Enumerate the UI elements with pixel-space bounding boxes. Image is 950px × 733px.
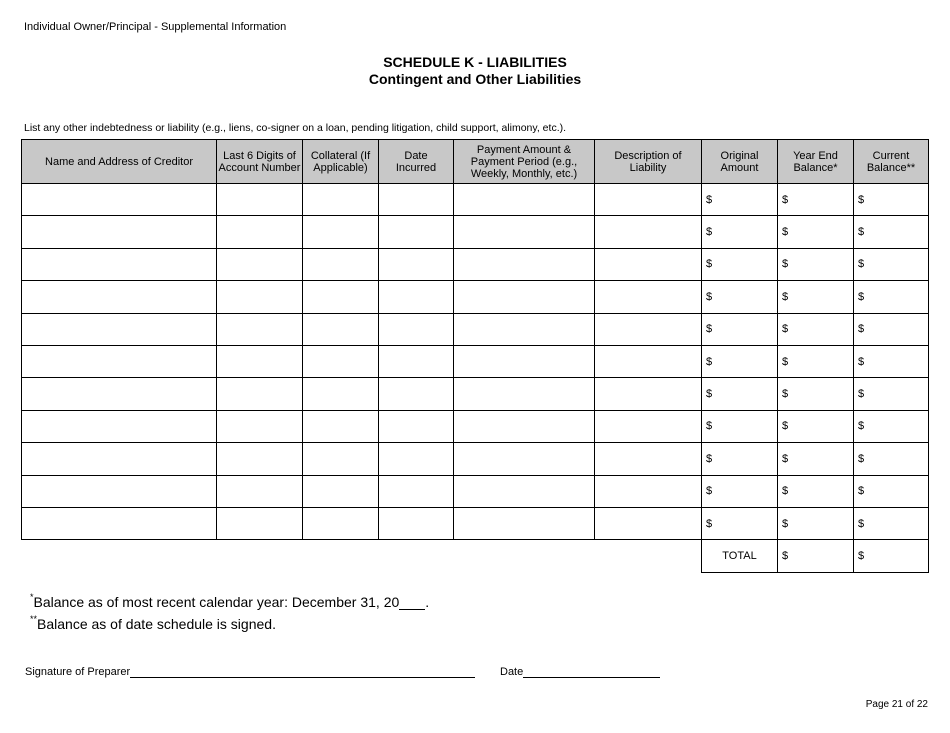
- entry-cell[interactable]: [595, 410, 702, 442]
- entry-cell[interactable]: [217, 281, 303, 313]
- table-row: [22, 475, 929, 507]
- entry-cell[interactable]: [379, 184, 454, 216]
- table-row: [22, 378, 929, 410]
- footnote1-marker: *: [30, 592, 34, 602]
- amount-cell[interactable]: $: [778, 475, 854, 507]
- entry-cell[interactable]: [217, 345, 303, 377]
- entry-cell[interactable]: [595, 281, 702, 313]
- entry-cell[interactable]: [595, 184, 702, 216]
- table-row: [22, 410, 929, 442]
- entry-cell[interactable]: [303, 281, 379, 313]
- entry-cell[interactable]: [217, 216, 303, 248]
- entry-cell[interactable]: [379, 216, 454, 248]
- col-creditor-header: Name and Address of Creditor: [22, 140, 217, 184]
- amount-cell[interactable]: $: [854, 313, 929, 345]
- instructions-text: List any other indebtedness or liability (e.g., liens, co-signer on a loan, pending litigation, child support, alimony, etc.).: [24, 122, 567, 134]
- signature-date: [500, 666, 660, 678]
- amount-cell[interactable]: $: [854, 378, 929, 410]
- entry-cell[interactable]: [217, 184, 303, 216]
- amount-cell[interactable]: $: [778, 443, 854, 475]
- amount-cell[interactable]: $: [778, 507, 854, 539]
- entry-cell[interactable]: [379, 378, 454, 410]
- entry-cell[interactable]: [379, 475, 454, 507]
- entry-cell[interactable]: [303, 475, 379, 507]
- entry-cell[interactable]: [595, 345, 702, 377]
- entry-cell[interactable]: [454, 281, 595, 313]
- entry-cell[interactable]: [379, 443, 454, 475]
- col-payment-header: Payment Amount & Payment Period (e.g., Weekly, Monthly, etc.): [454, 140, 595, 184]
- amount-cell[interactable]: $: [778, 345, 854, 377]
- col-original-header: Original Amount: [702, 140, 778, 184]
- entry-cell[interactable]: [303, 248, 379, 280]
- entry-cell[interactable]: [22, 345, 217, 377]
- entry-cell[interactable]: [595, 216, 702, 248]
- footnote1-end: .: [425, 594, 430, 610]
- amount-cell[interactable]: $: [854, 184, 929, 216]
- entry-cell[interactable]: [22, 378, 217, 410]
- entry-cell[interactable]: [595, 475, 702, 507]
- amount-cell[interactable]: $: [702, 443, 778, 475]
- amount-cell[interactable]: $: [702, 475, 778, 507]
- entry-cell[interactable]: [217, 475, 303, 507]
- entry-cell[interactable]: [454, 216, 595, 248]
- entry-cell[interactable]: [454, 184, 595, 216]
- entry-cell[interactable]: [22, 184, 217, 216]
- entry-cell[interactable]: [303, 313, 379, 345]
- entry-cell[interactable]: [303, 443, 379, 475]
- preparer-signature: [25, 666, 475, 678]
- entry-cell[interactable]: [22, 313, 217, 345]
- amount-cell[interactable]: $: [702, 345, 778, 377]
- preparer-signature-label: Signature of Preparer: [25, 666, 131, 678]
- date-label: Date: [500, 666, 524, 678]
- entry-cell[interactable]: [454, 475, 595, 507]
- entry-cell[interactable]: [595, 248, 702, 280]
- date-field[interactable]: [523, 666, 660, 678]
- preparer-signature-field[interactable]: [130, 666, 475, 678]
- entry-cell[interactable]: [595, 378, 702, 410]
- amount-cell[interactable]: $: [702, 281, 778, 313]
- amount-cell[interactable]: $: [778, 313, 854, 345]
- entry-cell[interactable]: [595, 313, 702, 345]
- entry-cell[interactable]: [379, 281, 454, 313]
- col-account-header: [217, 140, 303, 184]
- entry-cell[interactable]: [379, 248, 454, 280]
- amount-cell[interactable]: $: [702, 184, 778, 216]
- col-description-header: Description of Liability: [595, 140, 702, 184]
- entry-cell[interactable]: [22, 475, 217, 507]
- amount-cell[interactable]: $: [854, 248, 929, 280]
- page-number: Page 21 of 22: [865, 699, 928, 710]
- entry-cell[interactable]: [217, 410, 303, 442]
- entry-cell[interactable]: [22, 248, 217, 280]
- col-account-label: Last 6 Digits of Account Number: [218, 149, 301, 174]
- entry-cell[interactable]: [22, 281, 217, 313]
- amount-cell[interactable]: $: [778, 216, 854, 248]
- amount-cell[interactable]: $: [854, 475, 929, 507]
- amount-cell[interactable]: $: [778, 378, 854, 410]
- amount-cell[interactable]: $: [854, 410, 929, 442]
- table-row: [22, 313, 929, 345]
- entry-cell[interactable]: [454, 378, 595, 410]
- total-row-spacer: [22, 540, 702, 572]
- entry-cell[interactable]: [454, 345, 595, 377]
- table-row: [22, 345, 929, 377]
- table-row: [22, 507, 929, 539]
- entry-cell[interactable]: [595, 443, 702, 475]
- entry-cell[interactable]: [303, 184, 379, 216]
- liabilities-table: [21, 139, 929, 573]
- amount-cell[interactable]: $: [778, 281, 854, 313]
- entry-cell[interactable]: [217, 378, 303, 410]
- table-row: [22, 248, 929, 280]
- total-year-end-cell[interactable]: $: [778, 540, 854, 572]
- entry-cell[interactable]: [454, 443, 595, 475]
- amount-cell[interactable]: $: [854, 216, 929, 248]
- amount-cell[interactable]: $: [854, 507, 929, 539]
- table-row: [22, 184, 929, 216]
- entry-cell[interactable]: [303, 410, 379, 442]
- entry-cell[interactable]: [454, 248, 595, 280]
- schedule-title: SCHEDULE K - LIABILITIES: [383, 54, 567, 70]
- entry-cell[interactable]: [217, 248, 303, 280]
- schedule-subtitle: Contingent and Other Liabilities: [368, 71, 582, 87]
- entry-cell[interactable]: [379, 313, 454, 345]
- amount-cell[interactable]: $: [702, 313, 778, 345]
- entry-cell[interactable]: [379, 410, 454, 442]
- form-header: Individual Owner/Principal - Supplemental Information: [24, 21, 287, 33]
- col-yearend-header: Year End Balance*: [778, 140, 854, 184]
- table-row: [22, 281, 929, 313]
- entry-cell[interactable]: [303, 216, 379, 248]
- total-label: TOTAL: [702, 540, 778, 572]
- amount-cell[interactable]: $: [702, 248, 778, 280]
- entry-cell[interactable]: [379, 345, 454, 377]
- entry-cell[interactable]: [22, 507, 217, 539]
- entry-cell[interactable]: [454, 313, 595, 345]
- amount-cell[interactable]: $: [778, 184, 854, 216]
- footnote1-text: Balance as of most recent calendar year: December 31, 20: [33, 594, 400, 610]
- footnote-year-end: [30, 594, 429, 610]
- entry-cell[interactable]: [22, 216, 217, 248]
- amount-cell[interactable]: $: [778, 248, 854, 280]
- amount-cell[interactable]: $: [854, 345, 929, 377]
- amount-cell[interactable]: $: [854, 281, 929, 313]
- entry-cell[interactable]: [454, 410, 595, 442]
- footnote2-marker: **: [30, 614, 38, 624]
- total-row: [22, 540, 929, 572]
- total-current-cell[interactable]: $: [854, 540, 929, 572]
- year-blank-field[interactable]: [399, 595, 425, 610]
- entry-cell[interactable]: [22, 443, 217, 475]
- col-collateral-header: Collateral (If Applicable): [303, 140, 379, 184]
- entry-cell[interactable]: [379, 507, 454, 539]
- amount-cell[interactable]: $: [854, 443, 929, 475]
- col-date-header: Date Incurred: [379, 140, 454, 184]
- entry-cell[interactable]: [217, 507, 303, 539]
- table-header-row: [22, 140, 929, 184]
- entry-cell[interactable]: [217, 443, 303, 475]
- amount-cell[interactable]: $: [778, 410, 854, 442]
- entry-cell[interactable]: [217, 313, 303, 345]
- entry-cell[interactable]: [303, 507, 379, 539]
- entry-cell[interactable]: [595, 507, 702, 539]
- footnote-current: [30, 616, 276, 632]
- entry-cell[interactable]: [22, 410, 217, 442]
- entry-cell[interactable]: [454, 507, 595, 539]
- col-current-header: Current Balance**: [854, 140, 929, 184]
- entry-cell[interactable]: [303, 345, 379, 377]
- table-row: [22, 216, 929, 248]
- footnote2-text: Balance as of date schedule is signed.: [37, 616, 276, 632]
- amount-cell[interactable]: $: [702, 378, 778, 410]
- amount-cell[interactable]: $: [702, 410, 778, 442]
- entry-cell[interactable]: [303, 378, 379, 410]
- amount-cell[interactable]: $: [702, 216, 778, 248]
- table-row: [22, 443, 929, 475]
- amount-cell[interactable]: $: [702, 507, 778, 539]
